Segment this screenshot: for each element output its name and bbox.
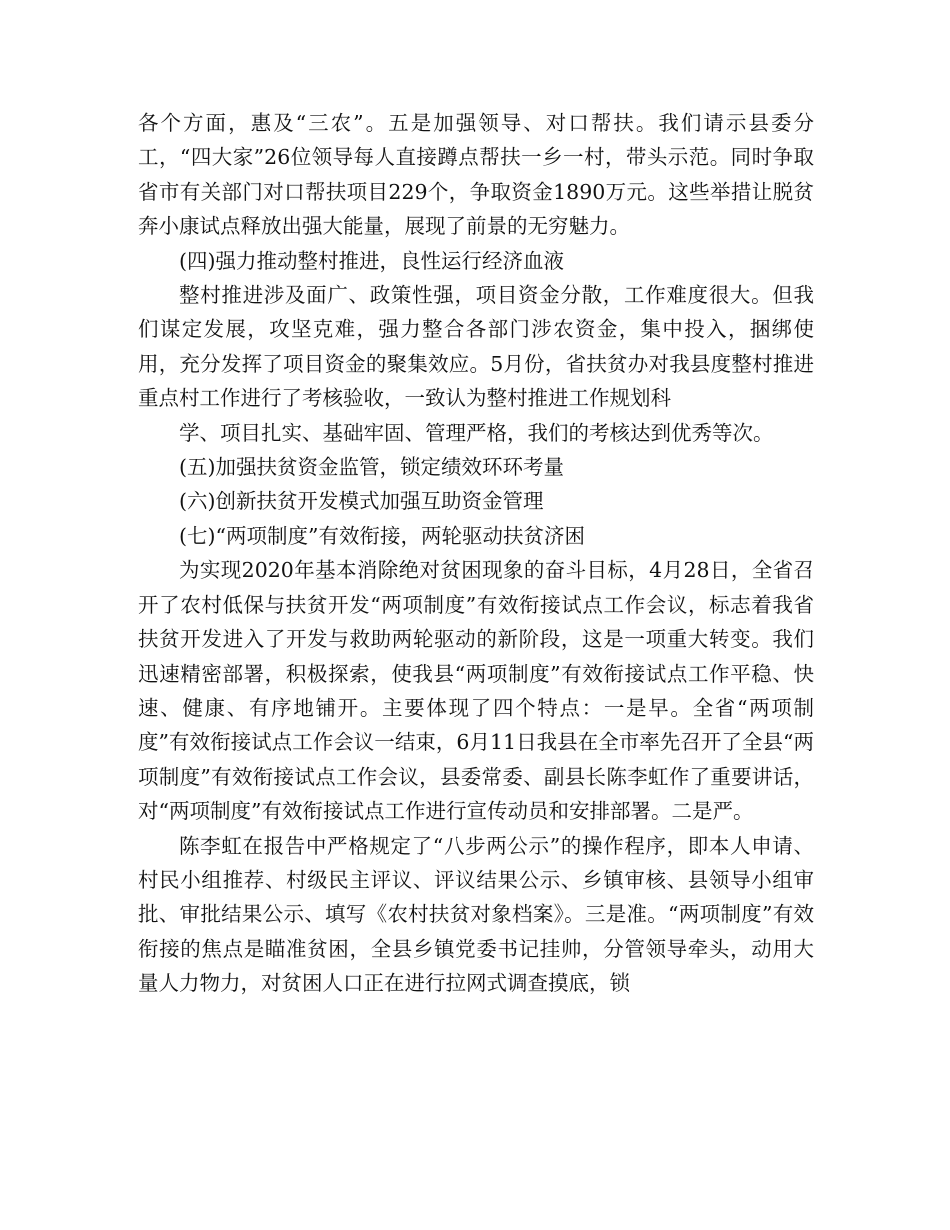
heading-section-4: (四)强力推动整村推进，良性运行经济血液 — [179, 248, 564, 273]
paragraph-1: 各个方面，惠及“三农”。五是加强领导、对口帮扶。我们请示县委分工，“四大家”26位领导每人直接蹲点帮扶一乡一村，带头示范。同时争取省市有关部门对口帮扶项目229个，争取资金1890万元。这些举措让脱贫奔小康试点释放出强大能量，展现了前景的无穷魅力。 — [138, 111, 814, 239]
document-body — [138, 106, 814, 1001]
paragraph-5: 陈李虹在报告中严格规定了“八步两公示”的操作程序，即本人申请、村民小组推荐、村级民主评议、评议结果公示、乡镇审核、县领导小组审批、审批结果公示、填写《农村扶贫对象档案》。三是准。“两项制度”有效衔接的焦点是瞄准贫困，全县乡镇党委书记挂帅，分管领导牵头，动用大量人力物力，对贫困人口正在进行拉网式调查摸底，锁 — [138, 833, 814, 996]
paragraph-3: 学、项目扎实、基础牢固、管理严格，我们的考核达到优秀等次。 — [179, 420, 774, 445]
heading-section-6: (六)创新扶贫开发模式加强互助资金管理 — [179, 489, 544, 514]
heading-section-7: (七)“两项制度”有效衔接，两轮驱动扶贫济困 — [179, 523, 585, 548]
heading-section-5: (五)加强扶贫资金监管，锁定绩效环环考量 — [179, 455, 564, 480]
paragraph-2: 整村推进涉及面广、政策性强，项目资金分散，工作难度很大。但我们谋定发展，攻坚克难，强力整合各部门涉农资金，集中投入，捆绑使用，充分发挥了项目资金的聚集效应。5月份，省扶贫办对我县度整村推进重点村工作进行了考核验收，一致认为整村推进工作规划科 — [138, 283, 814, 411]
paragraph-4: 为实现2020年基本消除绝对贫困现象的奋斗目标，4月28日，全省召开了农村低保与扶贫开发“两项制度”有效衔接试点工作会议，标志着我省扶贫开发进入了开发与救助两轮驱动的新阶段，这是一项重大转变。我们迅速精密部署，积极探索，使我县“两项制度”有效衔接试点工作平稳、快速、健康、有序地铺开。主要体现了四个特点：一是早。全省“两项制度”有效衔接试点工作会议一结束，6月11日我县在全市率先召开了全县“两项制度”有效衔接试点工作会议，县委常委、副县长陈李虹作了重要讲话，对“两项制度”有效衔接试点工作进行宣传动员和安排部署。二是严。 — [138, 558, 814, 824]
